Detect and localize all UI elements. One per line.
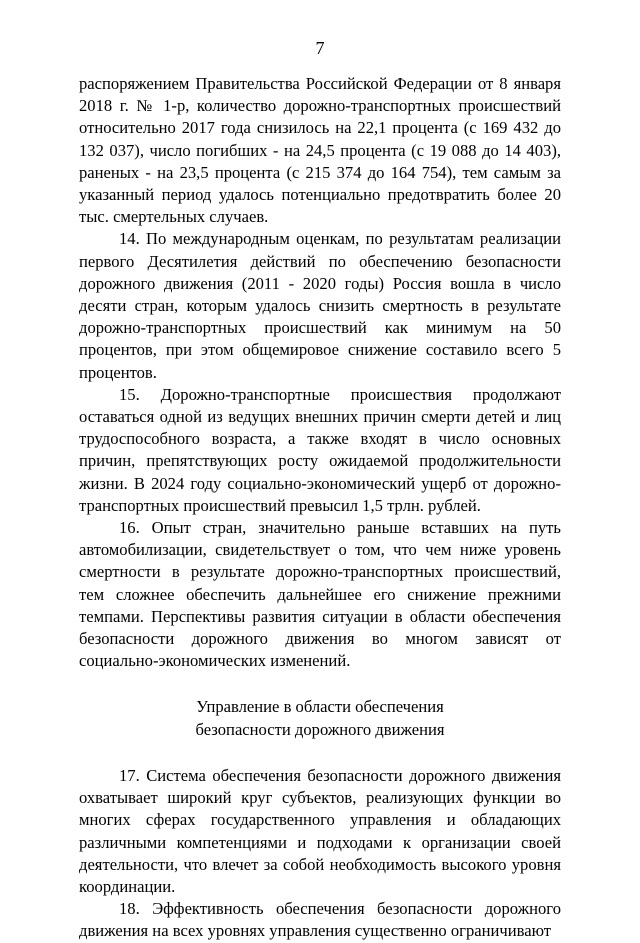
section-heading [79, 696, 561, 740]
document-body [79, 73, 561, 943]
page-number: 7 [315, 38, 325, 58]
paragraph-14: 14. По международным оценкам, по результатам реализации первого Десятилетия действий по обеспечению безопасности дорожного движения (2011 - 2020 годы) Россия вошла в число десяти стран, которым удалось снизить смертность в результате дорожно-транспортных происшествий как минимум на 50 процентов, при этом общемировое снижение составило всего 5 процентов. [79, 229, 561, 382]
section-heading-line-2: безопасности дорожного движения [195, 719, 445, 739]
paragraph-16: 16. Опыт стран, значительно раньше вставших на путь автомобилизации, свидетельствует о том, что чем ниже уровень смертности в результате дорожно-транспортных происшествий, тем сложнее обеспечить дальнейшее его снижение прежними темпами. Перспективы развития ситуации в области обеспечения безопасности дорожного движения во многом зависят от социально-экономических изменений. [79, 518, 561, 671]
paragraph-18: 18. Эффективность обеспечения безопасности дорожного движения на всех уровнях управления существенно ограничивают [79, 899, 561, 941]
paragraph-17: 17. Система обеспечения безопасности дорожного движения охватывает широкий круг субъектов, реализующих функции во многих сферах государственного управления и обладающих различными компетенциями и подходами к организации своей деятельности, что влечет за собой необходимость высокого уровня координации. [79, 765, 561, 896]
section-heading-line-1: Управление в области обеспечения [196, 697, 444, 717]
paragraph-continuation: распоряжением Правительства Российской Федерации от 8 января 2018 г. № 1-р, количество дорожно-транспортных происшествий относительно 2017 года снизилось на 22,1 процента (с 169 432 до 132 037), число погибших - на 24,5 процента (с 19 088 до 14 403), раненых - на 23,5 процента (с 215 374 до 164 754), тем самым за указанный период удалось потенциально предотвратить более 20 тыс. смертельных случаев. [79, 74, 561, 227]
paragraph-15: 15. Дорожно-транспортные происшествия продолжают оставаться одной из ведущих внешних причин смерти детей и лиц трудоспособного возраста, а также входят в число основных причин, препятствующих росту ожидаемой продолжительности жизни. В 2024 году социально-экономический ущерб от дорожно-транспортных происшествий превысил 1,5 трлн. рублей. [79, 384, 561, 515]
